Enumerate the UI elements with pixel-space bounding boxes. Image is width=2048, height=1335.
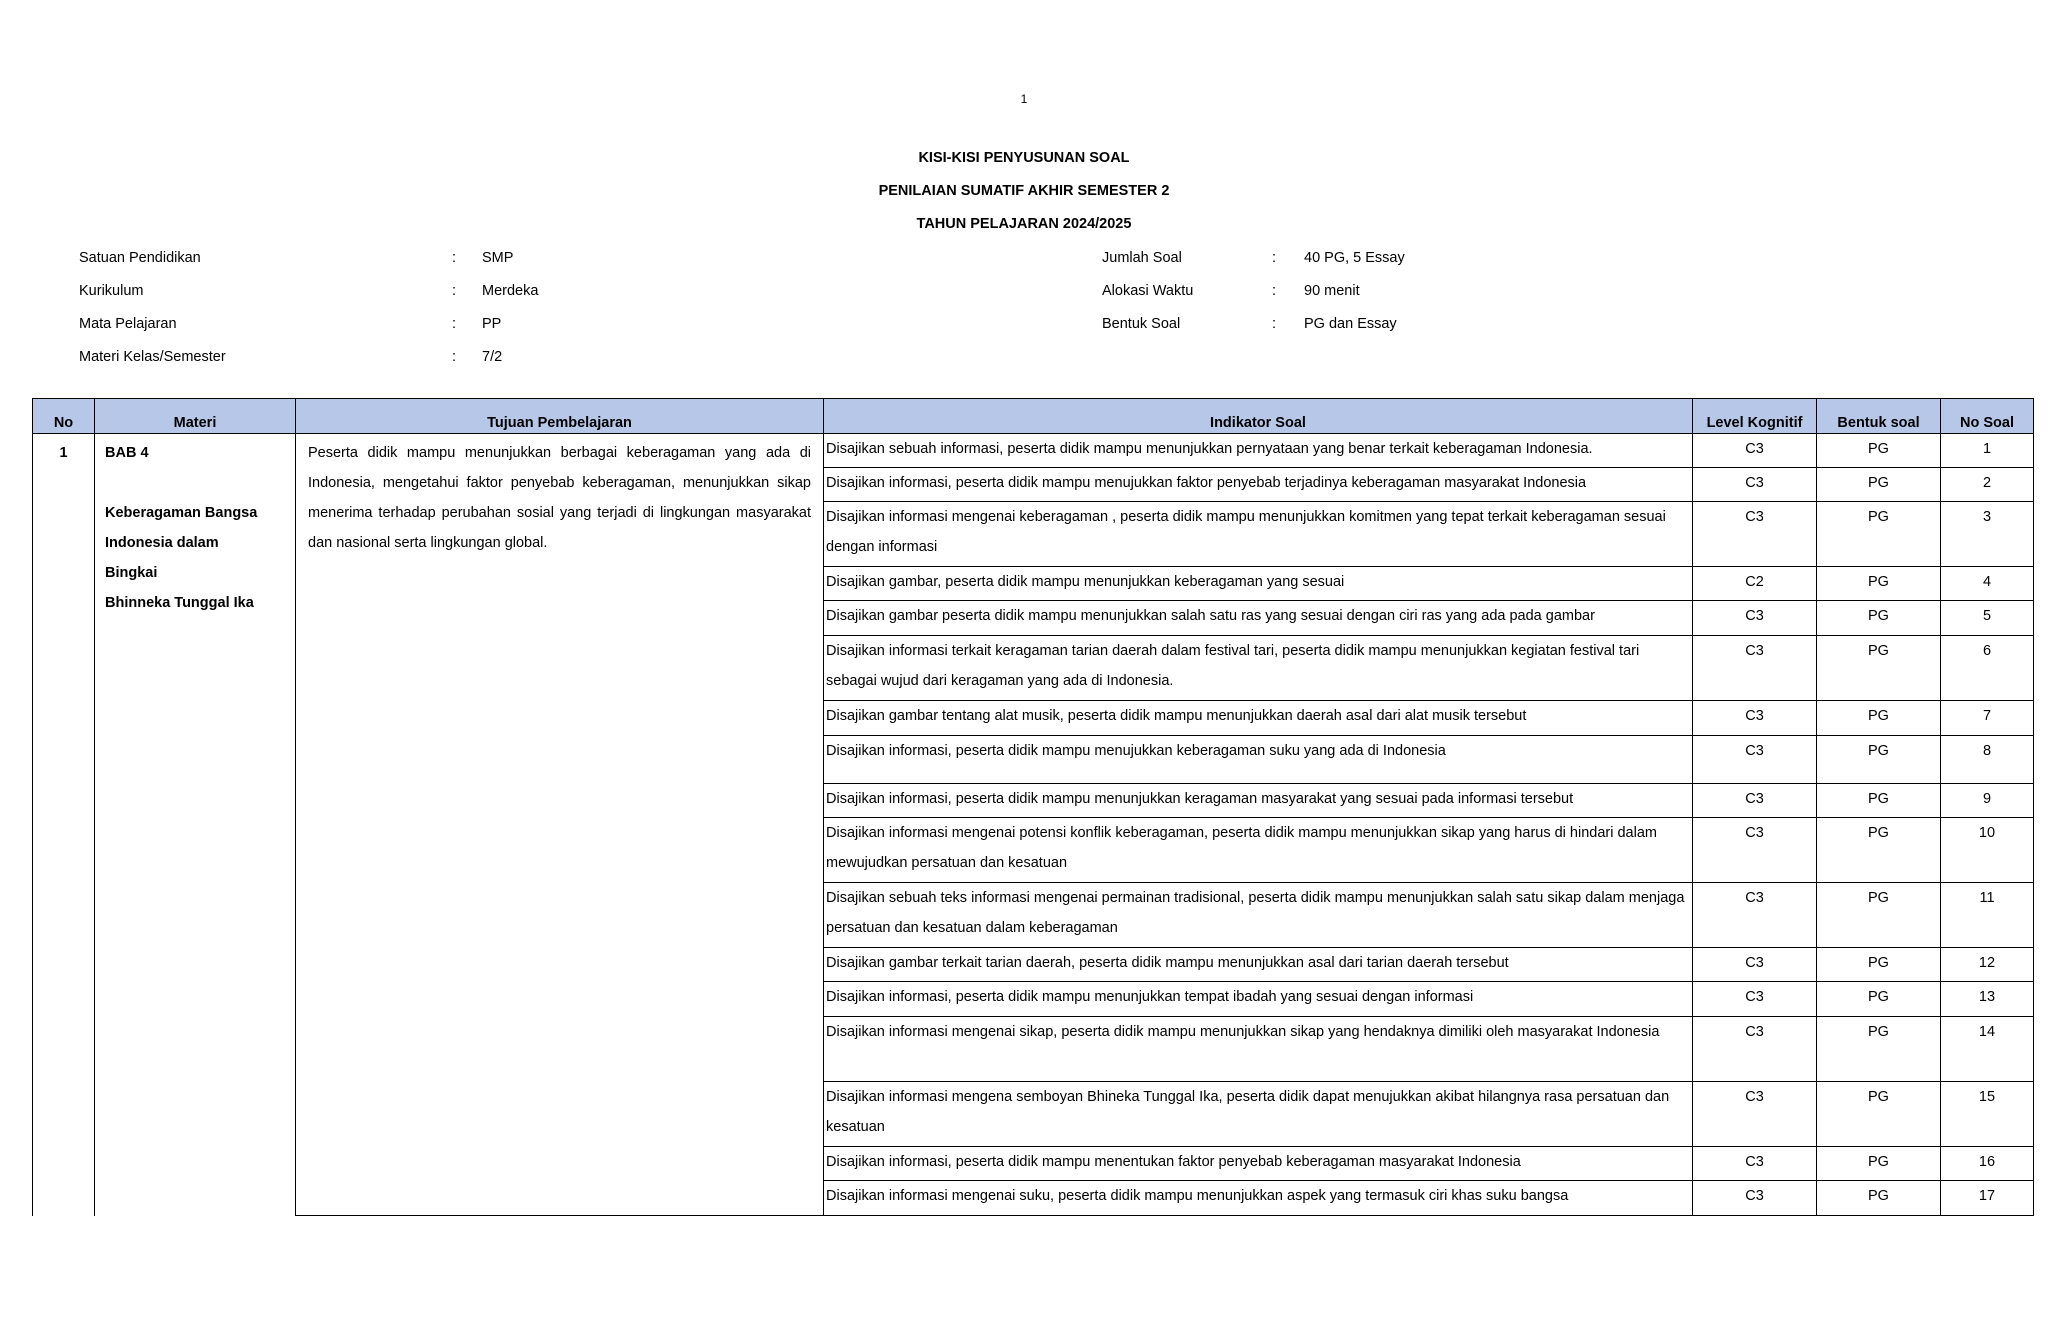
level-cell: C3 xyxy=(1693,784,1817,818)
bentuk-cell: PG xyxy=(1817,434,1941,468)
header-tujuan: Tujuan Pembelajaran xyxy=(296,399,824,434)
level-cell: C2 xyxy=(1693,567,1817,601)
level-cell: C3 xyxy=(1693,982,1817,1017)
info-separator: : xyxy=(452,316,457,332)
level-cell: C3 xyxy=(1693,948,1817,982)
bentuk-cell: PG xyxy=(1817,1082,1941,1147)
bentuk-cell: PG xyxy=(1817,1181,1941,1216)
bentuk-cell: PG xyxy=(1817,736,1941,784)
info-separator: : xyxy=(1272,283,1277,299)
bentuk-cell: PG xyxy=(1817,818,1941,883)
indikator-cell: Disajikan sebuah informasi, peserta didik mampu menunjukkan pernyataan yang benar terkait keberagaman Indonesia. xyxy=(824,434,1693,468)
info-label: Bentuk Soal xyxy=(1102,316,1181,332)
info-value: SMP xyxy=(482,250,514,266)
materi-line: Bingkai xyxy=(105,565,158,581)
academic-year: TAHUN PELAJARAN 2024/2025 xyxy=(916,216,1132,232)
level-cell: C3 xyxy=(1693,1017,1817,1082)
info-value: 40 PG, 5 Essay xyxy=(1304,250,1405,266)
indikator-cell: Disajikan gambar peserta didik mampu menunjukkan salah satu ras yang sesuai dengan ciri ras yang ada pada gambar xyxy=(824,601,1693,636)
info-value: 7/2 xyxy=(482,349,503,365)
no-soal-cell: 14 xyxy=(1941,1017,2034,1082)
materi-cell xyxy=(95,434,296,1216)
info-separator: : xyxy=(452,250,457,266)
no-soal-cell: 8 xyxy=(1941,736,2034,784)
no-soal-cell: 3 xyxy=(1941,502,2034,567)
indikator-cell: Disajikan informasi mengenai potensi konflik keberagaman, peserta didik mampu menunjukkan sikap yang harus di hindari dalam mewujudkan persatuan dan kesatuan xyxy=(824,818,1693,883)
document-subtitle: PENILAIAN SUMATIF AKHIR SEMESTER 2 xyxy=(878,183,1170,199)
info-label: Jumlah Soal xyxy=(1102,250,1182,266)
materi-line: Bhinneka Tunggal Ika xyxy=(105,595,254,611)
info-label: Mata Pelajaran xyxy=(79,316,177,332)
indikator-cell: Disajikan sebuah teks informasi mengenai permainan tradisional, peserta didik mampu menunjukkan salah satu sikap dalam menjaga persatuan dan kesatuan dalam keberagaman xyxy=(824,883,1693,948)
bentuk-cell: PG xyxy=(1817,784,1941,818)
info-separator: : xyxy=(452,283,457,299)
indikator-cell: Disajikan informasi mengenai keberagaman , peserta didik mampu menunjukkan komitmen yang tepat terkait keberagaman sesuai dengan informasi xyxy=(824,502,1693,567)
table-row xyxy=(33,434,2034,468)
header-bentuk: Bentuk soal xyxy=(1817,399,1941,434)
indikator-cell: Disajikan informasi, peserta didik mampu menujukkan keberagaman suku yang ada di Indonesia xyxy=(824,736,1693,784)
no-soal-cell: 9 xyxy=(1941,784,2034,818)
info-label: Satuan Pendidikan xyxy=(79,250,201,266)
bentuk-cell: PG xyxy=(1817,468,1941,502)
no-soal-cell: 7 xyxy=(1941,701,2034,736)
tujuan-cell: Peserta didik mampu menunjukkan berbagai keberagaman yang ada di Indonesia, mengetahui faktor penyebab keberagaman, menunjukkan sikap menerima terhadap perubahan sosial yang terjadi di lingkungan masyarakat dan nasional serta lingkungan global. xyxy=(296,434,824,1216)
indikator-cell: Disajikan informasi mengenai suku, peserta didik mampu menunjukkan aspek yang termasuk ciri khas suku bangsa xyxy=(824,1181,1693,1216)
indikator-cell: Disajikan gambar terkait tarian daerah, peserta didik mampu menunjukkan asal dari tarian daerah tersebut xyxy=(824,948,1693,982)
level-cell: C3 xyxy=(1693,818,1817,883)
level-cell: C3 xyxy=(1693,434,1817,468)
indikator-cell: Disajikan informasi, peserta didik mampu menujukkan faktor penyebab terjadinya keberagaman masyarakat Indonesia xyxy=(824,468,1693,502)
level-cell: C3 xyxy=(1693,736,1817,784)
no-cell: 1 xyxy=(33,434,95,1216)
no-soal-cell: 2 xyxy=(1941,468,2034,502)
indikator-cell: Disajikan gambar tentang alat musik, peserta didik mampu menunjukkan daerah asal dari alat musik tersebut xyxy=(824,701,1693,736)
document-titles xyxy=(0,148,2048,247)
table-header-row xyxy=(33,399,2034,434)
header-materi: Materi xyxy=(95,399,296,434)
info-separator: : xyxy=(1272,316,1277,332)
kisi-kisi-table xyxy=(32,398,2034,1216)
document-title: KISI-KISI PENYUSUNAN SOAL xyxy=(918,150,1130,166)
info-separator: : xyxy=(452,349,457,365)
bentuk-cell: PG xyxy=(1817,502,1941,567)
no-soal-cell: 17 xyxy=(1941,1181,2034,1216)
level-cell: C3 xyxy=(1693,601,1817,636)
level-cell: C3 xyxy=(1693,1082,1817,1147)
level-cell: C3 xyxy=(1693,1147,1817,1181)
indikator-cell: Disajikan informasi, peserta didik mampu menentukan faktor penyebab keberagaman masyarakat Indonesia xyxy=(824,1147,1693,1181)
indikator-cell: Disajikan informasi mengenai sikap, peserta didik mampu menunjukkan sikap yang hendaknya dimiliki oleh masyarakat Indonesia xyxy=(824,1017,1693,1082)
no-soal-cell: 15 xyxy=(1941,1082,2034,1147)
bentuk-cell: PG xyxy=(1817,701,1941,736)
header-indikator: Indikator Soal xyxy=(824,399,1693,434)
info-label: Alokasi Waktu xyxy=(1102,283,1194,299)
level-cell: C3 xyxy=(1693,701,1817,736)
header-level: Level Kognitif xyxy=(1693,399,1817,434)
bentuk-cell: PG xyxy=(1817,1147,1941,1181)
info-value: 90 menit xyxy=(1304,283,1360,299)
materi-line: Keberagaman Bangsa xyxy=(105,505,258,521)
level-cell: C3 xyxy=(1693,883,1817,948)
no-soal-cell: 12 xyxy=(1941,948,2034,982)
indikator-cell: Disajikan informasi mengena semboyan Bhineka Tunggal Ika, peserta didik dapat menujukkan akibat hilangnya rasa persatuan dan kesatuan xyxy=(824,1082,1693,1147)
no-soal-cell: 13 xyxy=(1941,982,2034,1017)
level-cell: C3 xyxy=(1693,468,1817,502)
bentuk-cell: PG xyxy=(1817,601,1941,636)
no-soal-cell: 10 xyxy=(1941,818,2034,883)
level-cell: C3 xyxy=(1693,502,1817,567)
indikator-cell: Disajikan informasi, peserta didik mampu menunjukkan keragaman masyarakat yang sesuai pada informasi tersebut xyxy=(824,784,1693,818)
no-soal-cell: 11 xyxy=(1941,883,2034,948)
level-cell: C3 xyxy=(1693,1181,1817,1216)
indikator-cell: Disajikan informasi, peserta didik mampu menunjukkan tempat ibadah yang sesuai dengan informasi xyxy=(824,982,1693,1017)
bentuk-cell: PG xyxy=(1817,567,1941,601)
page-number: 1 xyxy=(1020,92,1028,106)
bentuk-cell: PG xyxy=(1817,948,1941,982)
no-soal-cell: 6 xyxy=(1941,636,2034,701)
materi-line: Indonesia dalam xyxy=(105,535,219,551)
materi-bab: BAB 4 xyxy=(105,445,149,461)
bentuk-cell: PG xyxy=(1817,1017,1941,1082)
indikator-cell: Disajikan gambar, peserta didik mampu menunjukkan keberagaman yang sesuai xyxy=(824,567,1693,601)
bentuk-cell: PG xyxy=(1817,982,1941,1017)
bentuk-cell: PG xyxy=(1817,636,1941,701)
header-no-soal: No Soal xyxy=(1941,399,2034,434)
info-value: PG dan Essay xyxy=(1304,316,1397,332)
info-separator: : xyxy=(1272,250,1277,266)
info-value: Merdeka xyxy=(482,283,539,299)
info-label: Materi Kelas/Semester xyxy=(79,349,226,365)
no-soal-cell: 16 xyxy=(1941,1147,2034,1181)
no-soal-cell: 1 xyxy=(1941,434,2034,468)
info-value: PP xyxy=(482,316,502,332)
header-no: No xyxy=(33,399,95,434)
indikator-cell: Disajikan informasi terkait keragaman tarian daerah dalam festival tari, peserta didik mampu menunjukkan kegiatan festival tari sebagai wujud dari keragaman yang ada di Indonesia. xyxy=(824,636,1693,701)
level-cell: C3 xyxy=(1693,636,1817,701)
bentuk-cell: PG xyxy=(1817,883,1941,948)
no-soal-cell: 4 xyxy=(1941,567,2034,601)
info-label: Kurikulum xyxy=(79,283,144,299)
no-soal-cell: 5 xyxy=(1941,601,2034,636)
